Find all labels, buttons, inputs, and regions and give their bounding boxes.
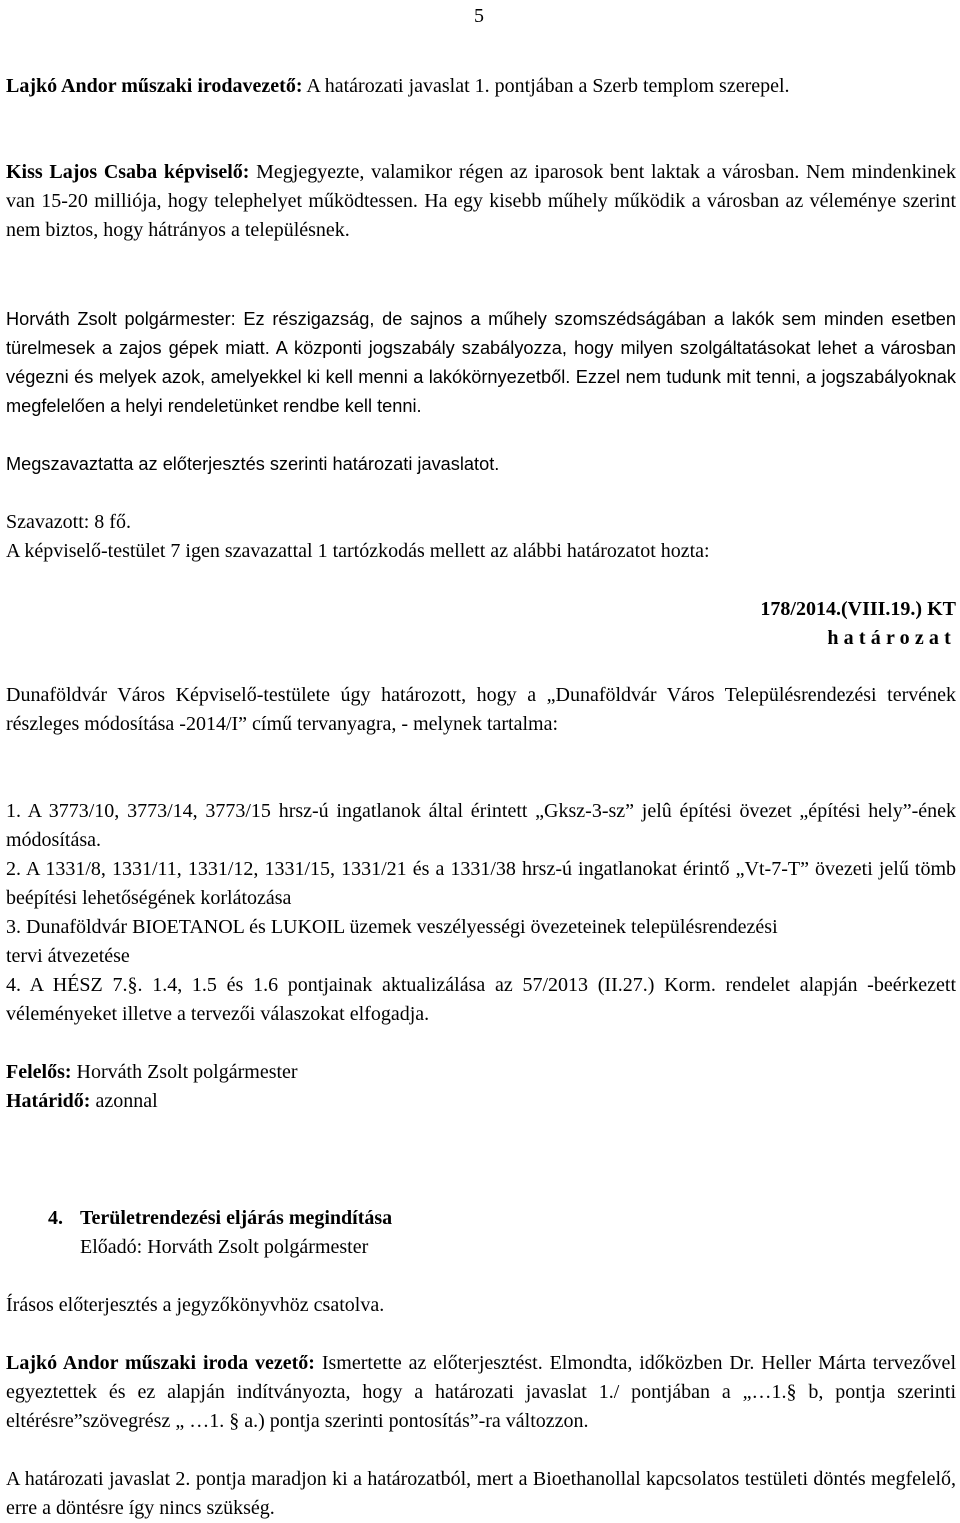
- speaker-lajko-2: Lajkó Andor műszaki iroda vezető:: [6, 1352, 315, 1374]
- responsible-label: Felelős:: [6, 1061, 72, 1083]
- deadline-value: azonnal: [90, 1090, 158, 1112]
- deadline-line: [6, 1087, 956, 1116]
- resolution-heading: [6, 624, 956, 653]
- resolution-item-4: 4. A HÉSZ 7.§. 1.4, 1.5 és 1.6 pontjainak aktualizálása az 57/2013 (II.27.) Korm. rendelet alapján -beérkezett véleményeket illetve a tervezői válaszokat elfogadja.: [6, 974, 956, 1025]
- resolution-heading-text: határozat: [827, 627, 956, 649]
- speaker-kiss: Kiss Lajos Csaba képviselő:: [6, 161, 250, 183]
- resolution-item-2: 2. A 1331/8, 1331/11, 1331/12, 1331/15, 1331/21 és a 1331/38 hrsz-ú ingatlanokat érintő „Vt-7-T” övezeti jelű tömb beépítési lehetőségének korlátozása: [6, 858, 956, 909]
- resolution-intro: Dunaföldvár Város Képviselő-testülete úgy határozott, hogy a „Dunaföldvár Város Településrendezési tervének részleges módosítása -2014/I” című tervanyagra, - melynek tartalma:: [6, 684, 956, 735]
- resolution-number-text: 178/2014.(VIII.19.) KT: [760, 598, 956, 620]
- vote-result: A képviselő-testület 7 igen szavazattal 1 tartózkodás mellett az alábbi határozatot hozta:: [6, 540, 710, 562]
- responsible-value: Horváth Zsolt polgármester: [71, 1061, 298, 1083]
- paragraph-lajko: [6, 72, 956, 101]
- resolution-number: [6, 595, 956, 624]
- responsible-line: [6, 1058, 956, 1087]
- resolution-item-3: 3. Dunaföldvár BIOETANOL és LUKOIL üzemek veszélyességi övezeteinek településrendezési tervi átvezetése: [6, 916, 778, 967]
- paragraph-lajko-text: A határozati javaslat 1. pontjában a Szerb templom szerepel.: [302, 75, 790, 97]
- speaker-lajko: Lajkó Andor műszaki irodavezető:: [6, 75, 303, 97]
- deadline-label: Határidő:: [6, 1090, 91, 1112]
- agenda-item-4-title-text: Területrendezési eljárás megindítása: [80, 1207, 393, 1229]
- paragraph-kiss-text: Megjegyezte, valamikor régen az iparosok bent laktak a városban. Nem mindenkinek van 15-20 milliója, hogy telephelyet működtessen. Ha egy kisebb műhely működik a városban az véleménye szerint nem biztos, hogy hátrányos a településnek.: [6, 161, 956, 241]
- paragraph-kiss: [6, 158, 956, 244]
- vote-count: Szavazott: 8 fő.: [6, 511, 131, 533]
- agenda-item-4-number: 4.: [48, 1207, 63, 1229]
- resolution-item-1: 1. A 3773/10, 3773/14, 3773/15 hrsz-ú ingatlanok által érintett „Gksz-3-sz” jelû építési övezet „építési hely”-ének módosítása.: [6, 800, 956, 851]
- paragraph-lajko-2: [6, 1349, 956, 1435]
- attachment-note: Írásos előterjesztés a jegyzőkönyvhöz csatolva.: [6, 1294, 385, 1316]
- paragraph-horvath: Horváth Zsolt polgármester: Ez részigazság, de sajnos a műhely szomszédságában a lakók sem minden esetben türelmesek a zajos gépek miatt. A központi jogszabály szabályozza, hogy milyen szolgáltatásokat lehet a városban végezni és melyek azok, amelyekkel ki kell menni a lakókörnyezetből. Ezzel nem tudunk mit tenni, a jogszabályoknak megfelelően a helyi rendeletünket rendbe kell tenni.: [6, 309, 956, 416]
- paragraph-bioethanol: A határozati javaslat 2. pontja maradjon ki a határozatból, mert a Bioethanollal kapcsolatos testületi döntés megfelelő, erre a döntésre így nincs szükség.: [6, 1468, 956, 1519]
- agenda-item-4-title: [6, 1204, 960, 1233]
- agenda-item-4-presenter: Előadó: Horváth Zsolt polgármester: [80, 1236, 369, 1258]
- vote-call: Megszavaztatta az előterjesztés szerinti határozati javaslatot.: [6, 454, 500, 474]
- paragraph-lajko-2-text: Ismertette az előterjesztést. Elmondta, időközben Dr. Heller Márta tervezővel egyeztettek és ez alapján indítványozta, hogy a határozati javaslat 1./ pontjában a „…1.§ b, pontja szerinti eltérésre”szövegrész „ …1. § a.) pontja szerinti pontosítás”-ra változzon.: [6, 1352, 956, 1432]
- page-number: 5: [474, 5, 484, 27]
